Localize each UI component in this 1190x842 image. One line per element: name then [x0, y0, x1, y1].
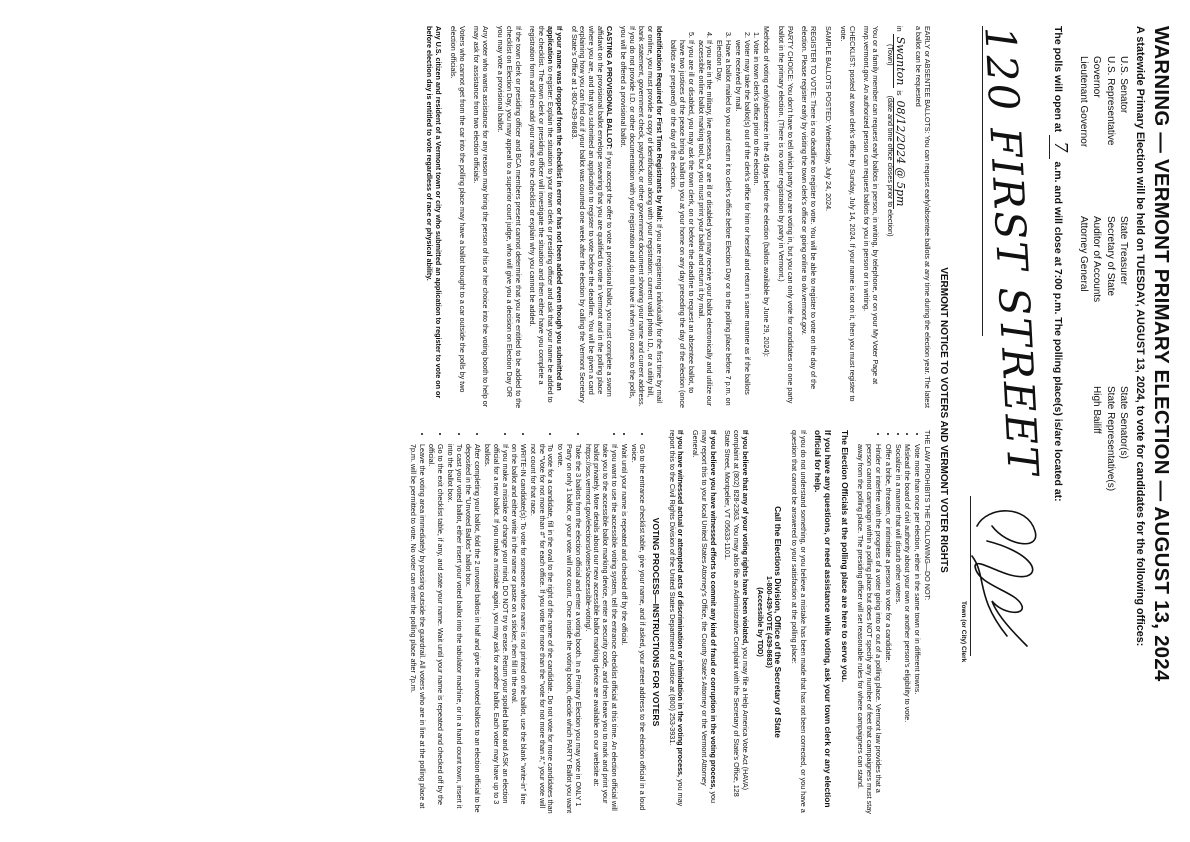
list-item: • WRITE-IN candidate(s): To vote for someone whose name is not printed on the ballot, use the blank "write-in" line on the ballot and either write in the name or paste on a sticker, then fill in the oval.	[510, 444, 528, 814]
polls-hours	[1049, 26, 1071, 814]
list-item: 3. Have a ballot mailed to you and return it to clerk's office before Election Day or to the polling place before 7 p.m. on Election Day.	[714, 40, 732, 410]
list-item: 5. If you are ill or disabled, you may ask the town clerk, on or before the deadline to request an absentee ballot, to have two justices of the peace bring a ballot to you at your home on any day preceding the day of the election (once ballots are prepared) or the day of the election.	[669, 40, 695, 410]
provisional-text: CASTING A PROVISIONAL BALLOT: If you accept the offer to vote a provisional ballot, you must complete a sworn affidavit on the provisional ballot envelope swearing that you are qualified to vote in Vermont and in the polling place where you are, and that you submitted an application to register to vote before the deadline. You will be given a card explaining how you can find out if your ballot was counted one week after the election by calling the Vermont Secretary of State's Office at 1-800-439-8683.	[569, 26, 614, 403]
officials-serve-text: The Election Officials at the polling place are here to serve you.	[839, 430, 850, 683]
office: High Bailiff	[1091, 386, 1103, 434]
mistake-text: If you do not understand something, or you believe a mistake has been made that has not been corrected, or you have a question that cannot be answered to your satisfaction at the polling place:	[790, 430, 808, 813]
request-deadline: 08/12/2024 @ 5pm	[893, 98, 907, 210]
polls-open-prefix: The polls will open at	[1052, 26, 1065, 133]
early-ballots-text: EARLY or ABSENTEE BALLOTS: You can request early/absentee ballots at any time during the election year. The latest a ballot can be requested	[914, 26, 932, 408]
fraud-text: If you believe you have witnessed efforts to commit any kind of fraud or corruption in the voting process, you may report this to your local United States Attorney's Office, the County State's Attorney or the Vermont Attorney General.	[691, 430, 718, 804]
call-elections-block: Call the Elections Division, Office of the Secretary of State 1-800-439-VOTE (439-8683) (Accessible by TDD)	[755, 506, 784, 738]
document-subtitle: A statewide Primary Election will be held on TUESDAY, AUGUST 13, 2024, to vote for candidates for the following offices:	[1134, 26, 1146, 647]
methods-intro: Methods of voting early/absentee in the 45 days before the election (ballots available by June 29, 2024):	[762, 26, 772, 357]
list-item: • After completing your ballot, fold the 2 unvoted ballots in half and give the unvoted ballots to an election official to be deposited in the "Unvoted Ballots" ballot box.	[464, 444, 482, 814]
list-item: • Socialize in a manner that will disturb other voters.	[893, 444, 902, 814]
location-underline	[982, 26, 983, 336]
office: Auditor of Accounts	[1091, 216, 1103, 303]
list-item: • Hinder or interfere with the progress of a voter going into or out of a polling place. Vermont law provides that a person cannot campaign within a polling place but does NOT specify any number of feet that campaigners must stay away from the polling place. The presiding officer will set reasonable rules for where campaigners can stand.	[856, 444, 882, 814]
prohibits-title: THE LAW PROHIBITS THE FOLLOWING—DO NOT:	[922, 430, 932, 601]
voting-process-title: VOTING PROCESS—INSTRUCTIONS FOR VOTERS	[650, 517, 661, 727]
polling-location: 120 FIRST STREET	[975, 25, 1048, 478]
document-title: WARNING — VERMONT PRIMARY ELECTION — AUGUST 13, 2024	[1150, 26, 1173, 682]
office: Secretary of State	[1104, 216, 1116, 297]
list-item: • If you want to use the accessible voting system, tell the entrance checklist official at this time. An election official will take you to the accessible ballot marking device, enter a security code, and then leave you to mark and print your ballot privately. More details about our new accessible ballot marking device are available on our website at: https://sos.vermont.gov/elections/voters/accessible-voting/.	[583, 444, 618, 814]
office: Governor	[1091, 56, 1103, 98]
office	[1077, 386, 1089, 556]
sample-ballots-text: SAMPLE BALLOTS POSTED: Wednesday, July 24, 2024.	[824, 26, 834, 212]
assistance-text: Any voter who wants assistance for any reason may bring the person of his or her choice into the voting booth to help or may ask for assistance from two election officials.	[472, 26, 491, 408]
location-signature-row	[955, 26, 1047, 814]
deadline-line: in Swanton is 08/12/2024 @ 5pm (Town) (date and time office closes prior to election)	[885, 26, 908, 237]
clerk-signature-icon	[961, 496, 1047, 656]
polls-open-time: 7	[1049, 135, 1071, 158]
list-item: 2. Voter may take the ballot(s) out of the clerk's office for him or herself and return in same manner as if the ballots were received by mail.	[733, 40, 751, 410]
rights-violated-text: If you believe that any of your voting rights have been violated, you may file a Help America Vote Act (HAVA) complaint at (802) 828-2363. You may also file an Administrative Complaint with the Secretary of State's Office, 128 State Street, Montpelier, VT 05633-1101.	[723, 430, 751, 797]
ask-help-text: If you have any questions, or need assistance while voting, ask your town clerk or any election official for help.	[813, 430, 834, 808]
list-item: • To cast your voted ballot, either insert your voted ballot into the tabulator machine, or in a hand count town, insert it into the ballot box.	[445, 444, 463, 814]
list-item: • Leave the voting area immediately by passing outside the guardrail. All voters who are in line at the polling place at 7p.m. will be permitted to vote. No voter can enter the polling place after 7p.m.	[408, 444, 426, 814]
town-caption: (Town)	[885, 44, 895, 66]
list-item: • Offer a bribe, threaten, or intimidate a person to vote for a candidate.	[883, 444, 892, 814]
offices-list	[1077, 56, 1129, 814]
voting-process-list	[408, 430, 646, 814]
bca-text: If the town clerk or presiding officer and BCA members present cannot determine that you are entitled to be added to the checklist on Election Day, you may appeal to a superior court judge, who will give you a decision on Election Day OR you may vote a provisional ballot.	[496, 26, 523, 409]
list-item: • Go to the entrance checklist table, give your name, and if asked, your street address to the election official in a loud voice.	[629, 444, 647, 814]
left-column	[402, 26, 931, 410]
family-request-text: You or a family member can request early ballots in person, in writing, by telephone, or on your My Voter Page at mvp.vermont.gov. An authorized person can request ballots for you in person or in writing.	[862, 26, 881, 385]
list-item: • Mislead the board of civil authority about your own or another person's eligibility to vote.	[903, 444, 912, 814]
polls-close-text: a.m. and will close at 7:00 p.m. The polling place(s) is/are located at:	[1052, 161, 1065, 502]
office: State Senator(s)	[1117, 386, 1129, 459]
notice-title: VERMONT NOTICE TO VOTERS AND VERMONT VOTER RIGHTS	[938, 267, 950, 573]
list-item: 1. Vote in town clerk's office prior to the election.	[752, 40, 761, 410]
list-item: • To vote for a candidate, fill in the oval to the right of the name of the candidate. Do not vote for more candidates than the "Vote for not more than #" for each office. If you vote for more than the "vote for not more than #," your vote will not count for that race.	[528, 444, 554, 814]
notice-columns	[402, 26, 931, 814]
methods-list	[669, 26, 761, 410]
town-name: Swanton	[893, 34, 907, 89]
list-item: 4. If you are in the military, live overseas, or are ill or disabled you may receive your ballot electronically and utilize our accessible online ballot marking tool, but you must print your ballot and return it by mail.	[696, 40, 714, 410]
office: Attorney General	[1078, 216, 1090, 292]
right-column	[402, 430, 931, 814]
list-item: • Wait until your name is repeated and checked off by the official.	[619, 444, 628, 814]
call-phone: 1-800-439-VOTE (439-8683)	[764, 576, 774, 668]
car-voting-text: Voters who cannot get from the car into the polling place may have a ballot brought to a car outside the polls by two election officials.	[448, 26, 467, 393]
register-text: REGISTER TO VOTE: There is no deadline to register to vote. You will be able to register to vote on the day of the election. Please register early by visiting the town clerk's office or going online to olv.vermont.gov.	[800, 26, 819, 390]
signature-label: Town (or City) Clerk	[960, 601, 968, 663]
deadline-caption: (date and time office closes prior to election)	[885, 95, 895, 237]
list-item: • Vote more than once per election, either in the same town or in different towns.	[912, 444, 921, 814]
party-choice-text: PARTY CHOICE: You don't have to tell which party you are voting in, but you can only vote for candidates on one party ballot in the primary election. (There is no voter registration by party in Vermont.)	[776, 26, 795, 404]
call-tdd: (Accessible by TDD)	[755, 587, 765, 657]
office: U.S. Senator	[1117, 56, 1129, 114]
office: U.S. Representative	[1104, 56, 1116, 146]
office: State Treasurer	[1117, 216, 1129, 285]
discrimination-text: If you have witnessed actual or attempted acts of discrimination or intimidation in the voting process, you may report this to the Civil Rights Division of the United States Department of Justice at (800) 253-3931.	[667, 430, 686, 807]
list-item: • Take the 3 ballots from the election official and enter a voting booth. In a Primary Election you may vote in ONLY 1 Party on only 1 ballot, or your vote will not count. Once inside the voting booth, decide which PARTY Ballot you want to vote.	[555, 444, 581, 814]
prohibits-list	[856, 430, 921, 814]
citizen-right-text: Any U.S. citizen and resident of a Vermont town or city who submitted an application to register to vote on or before election day is entitled to vote regardless of race or physical ability.	[425, 26, 444, 399]
office: State Representative(s)	[1104, 386, 1116, 492]
office: Lieutenant Governor	[1078, 56, 1090, 148]
signature-line	[970, 496, 971, 656]
list-item: • If you make a mistake or change your mind, DO NOT try to erase. Return your spoiled ballot and ASK an election official for a new ballot. If you make a mistake again, you may ask for another ballot. Each voter may have up to 3 ballots.	[482, 444, 508, 814]
list-item: • Go to the exit checklist table, if any, and state your name. Wait until your name is repeated and checked off by the official.	[427, 444, 445, 814]
id-required-text: Identification Required for First Time Registrants by Mail: If you are registering individually for the first time by mail or online, you must provide a copy of identification along with your registration: current valid photo I.D., or a utility bill, bank statement, government check, paycheck, or other government document showing your name and current address. If you do not provide I.D. or other documentation with your registration and do not have it when you come to the polls, you will be offered a provisional ballot.	[619, 26, 664, 407]
checklist-text: CHECKLIST: posted at town clerk's office by Sunday, July 14, 2024. If your name is not on it, then you must register to vote.	[838, 26, 857, 402]
dropped-name-text: If your name was dropped from the checklist in error or has not been added even though you submitted an application to register: Explain the situation to your town clerk or presiding officer and ask that your name be added to the checklist. The town clerk or presiding officer will investigate the situation and then either have you complete a registration form and then add your name to the checklist or explain why you cannot be added.	[528, 26, 564, 403]
